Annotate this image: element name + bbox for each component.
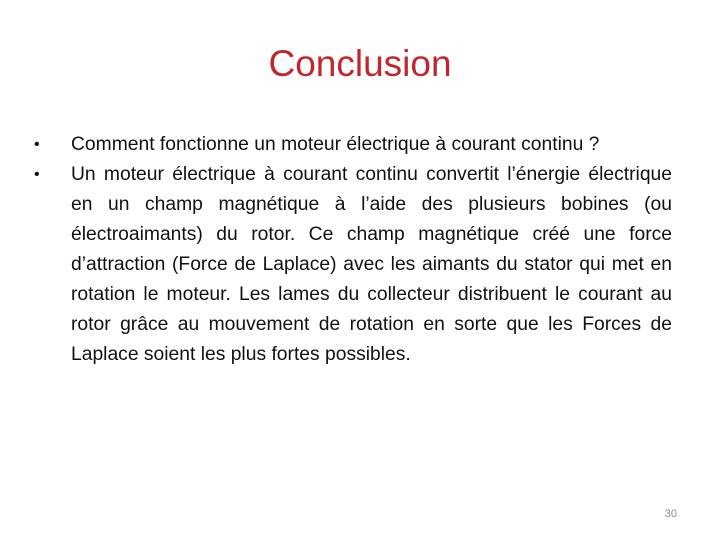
slide-body [34, 130, 672, 370]
bullet-icon: • [34, 166, 40, 183]
bullet-icon: • [34, 136, 40, 153]
bullet-text: Comment fonctionne un moteur électrique à courant continu ? [71, 134, 600, 155]
page-number: 30 [664, 508, 677, 520]
slide-title: Conclusion [268, 43, 452, 84]
bullet-text: Un moteur électrique à courant continu convertit l’énergie électrique en un champ magnétique à l’aide des plusieurs bobines (ou électroaimants) du rotor. Ce champ magnétique créé une force d’attraction (Force de Laplace) avec les aimants du stator qui met en rotation le moteur. Les lames du collecteur distribuent le courant au rotor grâce au mouvement de rotation en sorte que les Forces de Laplace soient les plus fortes possibles. [71, 164, 672, 365]
bullet-item [34, 130, 672, 160]
bullet-item [34, 160, 672, 370]
